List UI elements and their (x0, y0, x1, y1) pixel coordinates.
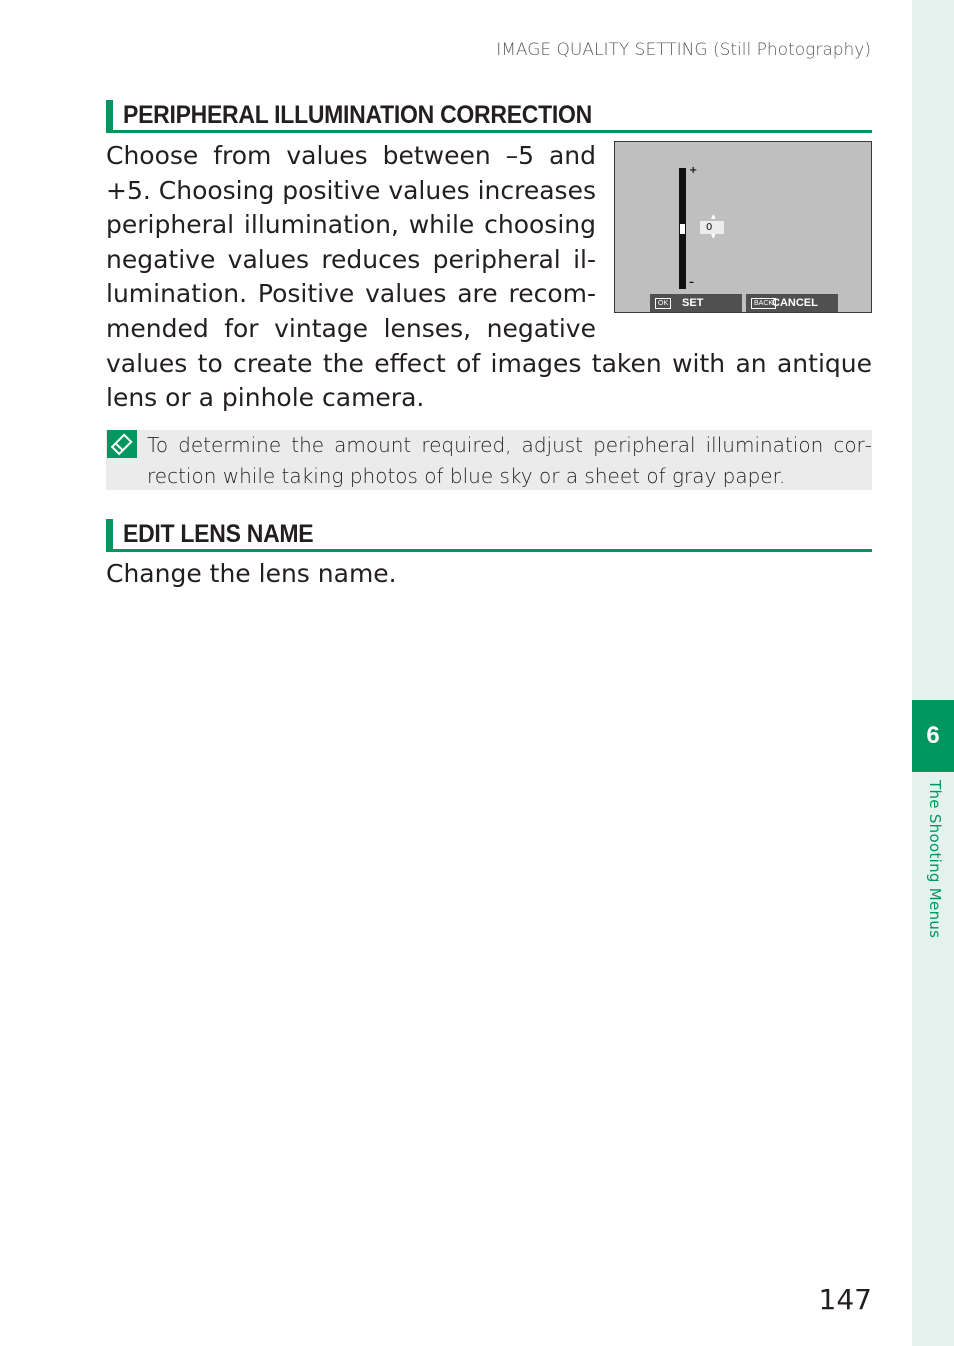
heading-accent-bar (106, 100, 113, 130)
section-title: PERIPHERAL ILLUMINATION CORRECTION (123, 101, 592, 129)
set-button (650, 294, 742, 312)
section-body-text: Choose from values between –5 and +5. Choosing positive values increases peripheral illumination, while choosing negative values reduces peripheral illumination. Positive values are recommended for vintage lenses, negative values to create the effect of images taken with an antique lens or a pinhole camera. (106, 141, 872, 413)
camera-screen-illustration (614, 141, 872, 313)
chapter-tab (912, 700, 954, 772)
section-title: EDIT LENS NAME (123, 520, 314, 548)
chapter-number: 6 (926, 722, 940, 749)
arrow-up-icon: ▲ (711, 213, 716, 220)
cancel-label: CANCEL (772, 297, 818, 309)
note-box (106, 430, 872, 490)
section-heading-lens-name (106, 519, 872, 552)
value-readout: 0 (700, 221, 724, 234)
page-number: 147 (818, 1283, 872, 1316)
chapter-title: The Shooting Menus (926, 780, 944, 939)
arrow-down-icon: ▼ (711, 233, 716, 240)
peripheral-description (106, 139, 872, 416)
back-key-icon: BACK (751, 298, 776, 309)
section-heading-peripheral (106, 100, 872, 133)
heading-accent-bar (106, 519, 113, 549)
plus-icon: + (689, 165, 698, 176)
lens-name-description: Change the lens name. (106, 559, 397, 588)
chapter-sidebar (912, 0, 954, 1346)
minus-icon: – (689, 277, 694, 288)
cancel-button (746, 294, 838, 312)
ok-key-icon: OK (655, 298, 671, 309)
running-head: IMAGE QUALITY SETTING (Still Photography) (496, 40, 871, 60)
level-slider-thumb (680, 224, 685, 234)
set-label: SET (682, 297, 704, 309)
pencil-note-icon (107, 430, 137, 458)
note-text: To determine the amount required, adjust peripheral illumination correction while taking photos of blue sky or a sheet of gray paper. (147, 433, 872, 488)
